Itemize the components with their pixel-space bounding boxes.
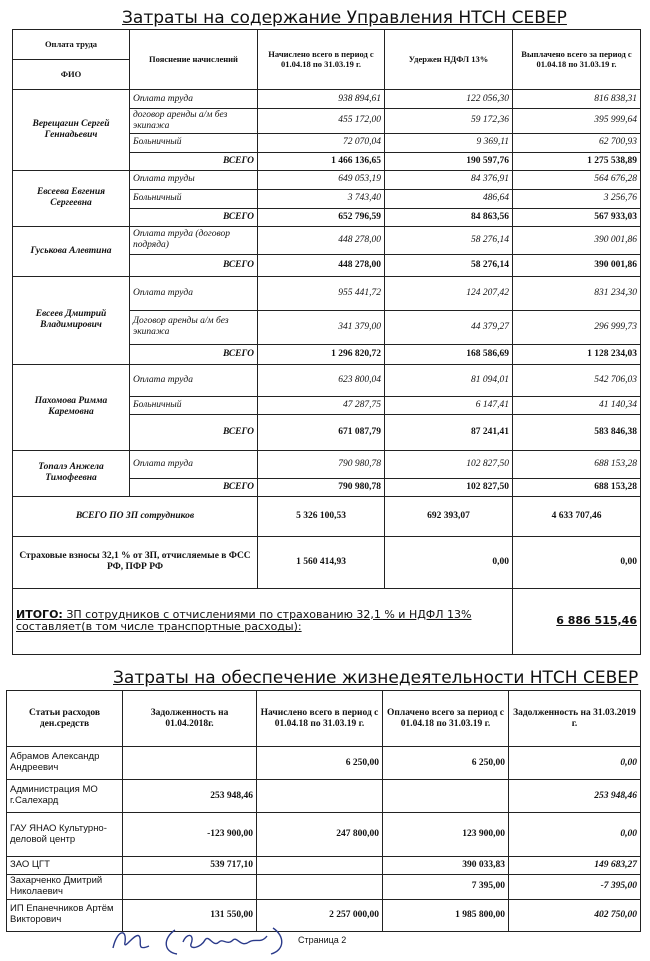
expense-article: ГАУ ЯНАО Культурно-деловой центр [7,813,123,857]
debt-end-value: 0,00 [509,813,641,857]
grand-total-label: ВСЕГО ПО ЗП сотрудников [13,496,258,536]
debt-end-value: 0,00 [509,747,641,780]
withheld-value: 44 379,27 [385,310,513,344]
withheld-value: 122 056,30 [385,90,513,109]
accrual-description: Оплата труда [130,90,258,109]
paid-period-value: 390 033,83 [383,857,509,875]
header-paid: Выплачено всего за период с 01.04.18 по 31.03.19 г. [513,30,641,90]
accrued-period-value [257,875,383,900]
debt-start-value [123,747,257,780]
debt-start-value [123,875,257,900]
accrued-period-value [257,857,383,875]
paid-period-value: 7 395,00 [383,875,509,900]
header-accrued-period: Начислено всего в период с 01.04.18 по 31.03.19 г. [257,691,383,747]
withheld-value: 9 369,11 [385,133,513,152]
header-explanation: Пояснение начислений [130,30,258,90]
header-debt-start: Задолженность на 01.04.2018г. [123,691,257,747]
withheld-value: 81 094,01 [385,364,513,396]
paid-value: 41 140,34 [513,396,641,414]
accrued-value: 341 379,00 [258,310,385,344]
paid-period-value: 123 900,00 [383,813,509,857]
page-number: Страница 2 [298,935,347,945]
accrual-description: Договор аренды а/м без экипажа [130,310,258,344]
employee-total-accrued: 671 087,79 [258,414,385,450]
header-paid-period: Оплачено всего за период с 01.04.18 по 31.03.19 г. [383,691,509,747]
itogo-description: ЗП сотрудников с отчислениями по страхованию 32,1 % и НДФЛ 13% составляет(в том числе транспортные расходы): [16,607,472,634]
employee-name: Евсеев Дмитрий Владимирович [13,276,130,364]
employee-total-paid: 688 153,28 [513,478,641,496]
employee-total-accrued: 652 796,59 [258,208,385,226]
header-article: Статьи расходов ден.средств [7,691,123,747]
accrual-description: Оплата труда [130,364,258,396]
header-pay: Оплата труда [13,30,130,60]
employee-total-accrued: 1 296 820,72 [258,344,385,364]
employee-total-paid: 583 846,38 [513,414,641,450]
paid-value: 816 838,31 [513,90,641,109]
itogo-value: 6 886 515,46 [513,588,641,654]
debt-start-value: 131 550,00 [123,899,257,931]
employee-total-paid: 390 001,86 [513,254,641,276]
accrued-value: 649 053,19 [258,170,385,189]
employee-name: Евсеева Евгения Сергеевна [13,170,130,226]
debt-end-value: 253 948,46 [509,780,641,813]
debt-start-value: 539 717,10 [123,857,257,875]
itogo-text [13,588,513,654]
expenses-table [6,690,641,932]
insurance-label: Страховые взносы 32,1 % от ЗП, отчисляемые в ФСС РФ, ПФР РФ [13,536,258,588]
employee-total-accrued: 448 278,00 [258,254,385,276]
insurance-paid: 0,00 [513,536,641,588]
withheld-value: 6 147,41 [385,396,513,414]
employee-total-label: ВСЕГО [130,414,258,450]
employee-total-accrued: 1 466 136,65 [258,152,385,170]
paid-period-value: 1 985 800,00 [383,899,509,931]
withheld-value: 124 207,42 [385,276,513,310]
expense-article: Захарченко Дмитрий Николаевич [7,875,123,900]
employee-total-withheld: 84 863,56 [385,208,513,226]
accrued-value: 455 172,00 [258,109,385,134]
withheld-value: 59 172,36 [385,109,513,134]
accrual-description: Больничный [130,396,258,414]
employee-total-paid: 567 933,03 [513,208,641,226]
accrued-value: 72 070,04 [258,133,385,152]
accrued-period-value [257,780,383,813]
employee-total-accrued: 790 980,78 [258,478,385,496]
accrued-period-value: 247 800,00 [257,813,383,857]
accrued-value: 790 980,78 [258,450,385,478]
employee-name: Гуськова Алевтина [13,226,130,276]
section-title-operations: Затраты на обеспечение жизнедеятельности НТСН СЕВЕР [113,668,639,688]
paid-value: 542 706,03 [513,364,641,396]
employee-total-withheld: 168 586,69 [385,344,513,364]
accrual-description: Оплата труды [130,170,258,189]
employee-total-label: ВСЕГО [130,152,258,170]
employee-total-label: ВСЕГО [130,208,258,226]
header-debt-end: Задолженность на 31.03.2019 г. [509,691,641,747]
grand-total-paid: 4 633 707,46 [513,496,641,536]
withheld-value: 84 376,91 [385,170,513,189]
grand-total-accrued: 5 326 100,53 [258,496,385,536]
paid-value: 564 676,28 [513,170,641,189]
header-accrued: Начислено всего в период с 01.04.18 по 31.03.19 г. [258,30,385,90]
paid-value: 62 700,93 [513,133,641,152]
debt-start-value: -123 900,00 [123,813,257,857]
paid-period-value: 6 250,00 [383,747,509,780]
accrual-description: Оплата труда [130,276,258,310]
expense-article: Администрация МО г.Салехард [7,780,123,813]
accrued-value: 938 894,61 [258,90,385,109]
accrued-value: 47 287,75 [258,396,385,414]
expense-article: Абрамов Александр Андреевич [7,747,123,780]
section-title-salaries: Затраты на содержание Управления НТСН СЕВЕР [122,8,567,28]
employee-name: Топалэ Анжела Тимофеевна [13,450,130,496]
debt-end-value: 402 750,00 [509,899,641,931]
accrual-description: договор аренды а/м без экипажа [130,109,258,134]
employee-name: Верещагин Сергей Геннадьевич [13,90,130,171]
paid-value: 3 256,76 [513,189,641,208]
accrued-value: 623 800,04 [258,364,385,396]
accrued-value: 3 743,40 [258,189,385,208]
paid-value: 296 999,73 [513,310,641,344]
expense-article: ЗАО ЦГТ [7,857,123,875]
accrued-value: 448 278,00 [258,226,385,254]
debt-end-value: -7 395,00 [509,875,641,900]
header-fio: ФИО [13,60,130,90]
accrued-value: 955 441,72 [258,276,385,310]
accrual-description: Больничный [130,133,258,152]
debt-end-value: 149 683,27 [509,857,641,875]
handwritten-signature [105,922,295,958]
withheld-value: 486,64 [385,189,513,208]
employee-total-withheld: 190 597,76 [385,152,513,170]
paid-period-value [383,780,509,813]
accrued-period-value: 6 250,00 [257,747,383,780]
expense-article: ИП Епанечников Артём Викторович [7,899,123,931]
paid-value: 390 001,86 [513,226,641,254]
grand-total-withheld: 692 393,07 [385,496,513,536]
employee-total-label: ВСЕГО [130,344,258,364]
salary-table [12,29,641,655]
withheld-value: 102 827,50 [385,450,513,478]
employee-total-withheld: 102 827,50 [385,478,513,496]
header-withheld: Удержен НДФЛ 13% [385,30,513,90]
accrued-period-value: 2 257 000,00 [257,899,383,931]
insurance-withheld: 0,00 [385,536,513,588]
accrual-description: Больничный [130,189,258,208]
paid-value: 395 999,64 [513,109,641,134]
employee-total-withheld: 87 241,41 [385,414,513,450]
debt-start-value: 253 948,46 [123,780,257,813]
paid-value: 831 234,30 [513,276,641,310]
employee-name: Пахомова Римма Каремовна [13,364,130,450]
accrual-description: Оплата труда (договор подряда) [130,226,258,254]
employee-total-label: ВСЕГО [130,478,258,496]
employee-total-paid: 1 275 538,89 [513,152,641,170]
paid-value: 688 153,28 [513,450,641,478]
employee-total-label: ВСЕГО [130,254,258,276]
accrual-description: Оплата труда [130,450,258,478]
withheld-value: 58 276,14 [385,226,513,254]
employee-total-paid: 1 128 234,03 [513,344,641,364]
itogo-label: ИТОГО: [16,607,63,621]
insurance-accrued: 1 560 414,93 [258,536,385,588]
employee-total-withheld: 58 276,14 [385,254,513,276]
